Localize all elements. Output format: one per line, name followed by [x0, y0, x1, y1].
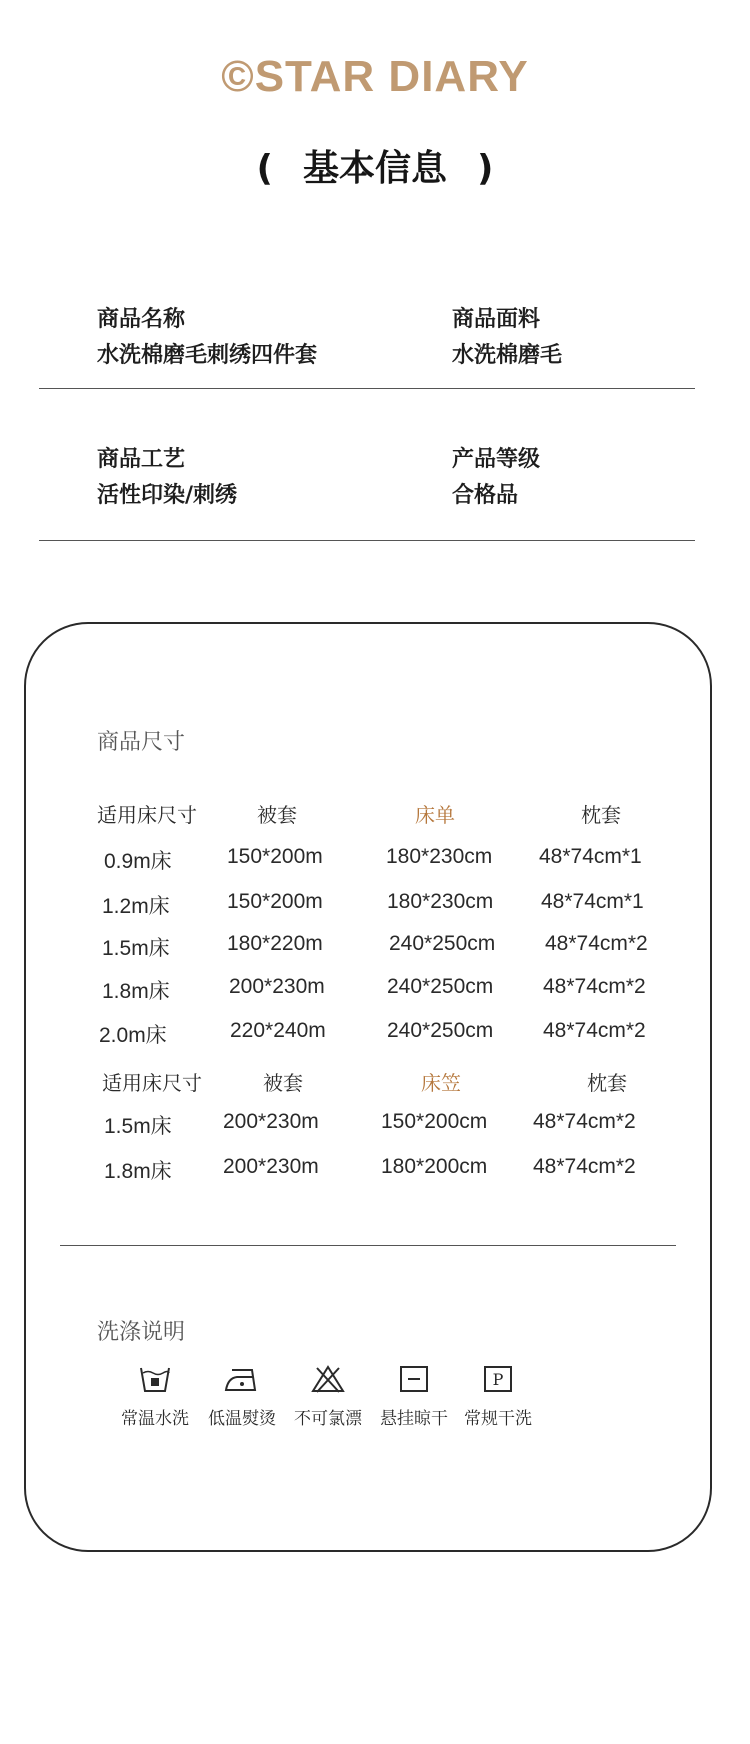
care-item-dry-clean	[454, 1364, 542, 1429]
table2-cell: 200*230m	[223, 1155, 319, 1178]
table1-header-bed-size: 适用床尺寸	[97, 805, 197, 827]
title-open-paren: (	[256, 148, 273, 189]
dry-clean-icon	[481, 1364, 515, 1394]
no-bleach-icon	[311, 1364, 345, 1394]
care-label: 常规干洗	[464, 1409, 532, 1429]
table1-header-pillowcase: 枕套	[581, 805, 621, 827]
table2-header-duvet: 被套	[263, 1073, 303, 1095]
line-dry-icon	[397, 1364, 431, 1394]
table2-cell: 1.5m床	[104, 1115, 172, 1138]
table1-cell: 48*74cm*2	[543, 975, 646, 998]
table1-cell: 180*230cm	[387, 890, 494, 913]
wash-section-title: 洗涤说明	[97, 1320, 186, 1345]
table2-cell: 48*74cm*2	[533, 1155, 636, 1178]
care-label: 悬挂晾干	[380, 1409, 448, 1429]
care-item-line-dry	[370, 1364, 458, 1429]
grade-value: 合格品	[452, 483, 519, 508]
table1-cell: 48*74cm*1	[539, 845, 642, 868]
divider	[39, 540, 695, 541]
table2-cell: 1.8m床	[104, 1160, 172, 1183]
care-label: 常温水洗	[121, 1409, 189, 1429]
divider	[60, 1245, 676, 1246]
svg-text:P: P	[492, 1370, 504, 1389]
table1-cell: 0.9m床	[104, 850, 172, 873]
table1-header-sheet: 床单	[415, 805, 455, 827]
brand-logo: ©STAR DIARY	[221, 52, 529, 101]
table2-cell: 180*200cm	[381, 1155, 488, 1178]
iron-icon	[222, 1364, 262, 1394]
fabric-value: 水洗棉磨毛	[452, 343, 563, 368]
table1-cell: 1.2m床	[102, 895, 170, 918]
table1-cell: 150*200m	[227, 845, 323, 868]
table1-cell: 1.8m床	[102, 980, 170, 1003]
table1-header-duvet: 被套	[257, 805, 297, 827]
title-close-paren: )	[477, 148, 494, 189]
table1-cell: 48*74cm*2	[545, 932, 648, 955]
care-item-wash	[111, 1364, 199, 1429]
section-title	[0, 140, 750, 191]
product-name-label: 商品名称	[97, 307, 186, 332]
table2-header-pillowcase: 枕套	[587, 1073, 627, 1095]
care-label: 低温熨烫	[208, 1409, 276, 1429]
divider	[39, 388, 695, 389]
table1-cell: 220*240m	[230, 1019, 326, 1042]
care-label: 不可氯漂	[294, 1409, 362, 1429]
craft-value: 活性印染/刺绣	[97, 483, 238, 508]
table2-cell: 48*74cm*2	[533, 1110, 636, 1133]
table2-cell: 200*230m	[223, 1110, 319, 1133]
title-text: 基本信息	[302, 148, 447, 189]
table1-cell: 48*74cm*2	[543, 1019, 646, 1042]
craft-label: 商品工艺	[97, 447, 186, 472]
table1-cell: 180*230cm	[386, 845, 493, 868]
table2-header-fitted-sheet: 床笠	[421, 1073, 461, 1095]
table1-cell: 150*200m	[227, 890, 323, 913]
table1-cell: 2.0m床	[99, 1024, 167, 1047]
care-item-no-bleach	[284, 1364, 372, 1429]
table1-cell: 200*230m	[229, 975, 325, 998]
table2-cell: 150*200cm	[381, 1110, 488, 1133]
care-item-iron	[198, 1364, 286, 1429]
fabric-label: 商品面料	[452, 307, 541, 332]
table1-cell: 240*250cm	[389, 932, 496, 955]
table1-cell: 48*74cm*1	[541, 890, 644, 913]
table2-header-bed-size: 适用床尺寸	[102, 1073, 202, 1095]
table1-cell: 1.5m床	[102, 937, 170, 960]
product-name-value: 水洗棉磨毛刺绣四件套	[97, 343, 318, 368]
table1-cell: 180*220m	[227, 932, 323, 955]
table1-cell: 240*250cm	[387, 1019, 494, 1042]
wash-tub-icon	[138, 1364, 172, 1394]
grade-label: 产品等级	[452, 447, 541, 472]
table1-cell: 240*250cm	[387, 975, 494, 998]
size-section-title: 商品尺寸	[97, 730, 186, 755]
